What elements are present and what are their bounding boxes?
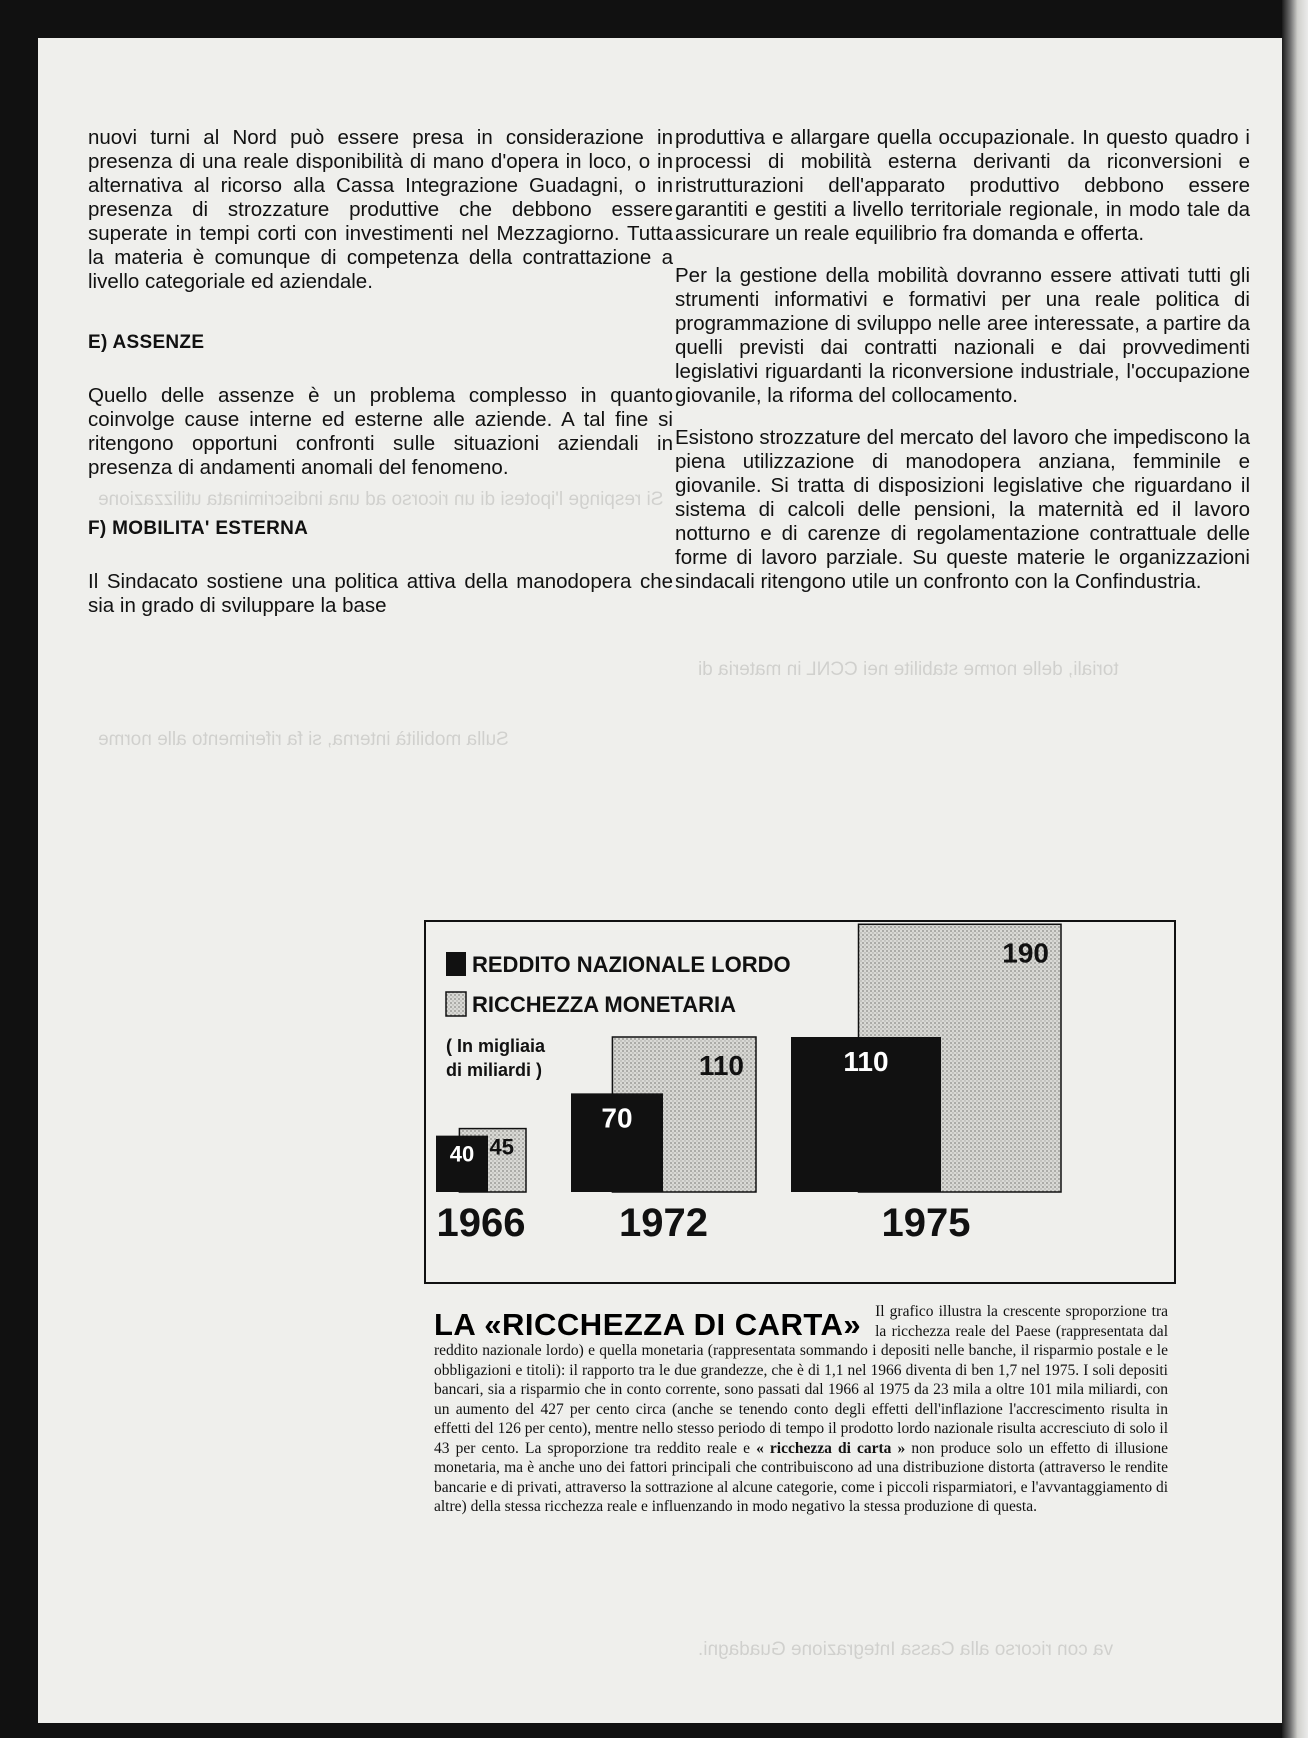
adjacent-page-edge (1282, 0, 1308, 1738)
right-paragraph-2: Per la gestione della mobilità dovranno essere attivati tutti gli strumenti informativi e formativi per una reale politica di programmazione di sviluppo nelle aree interessate, a partire da quelli previsti dai contratti nazionali e dai provvedimenti legislativi riguardanti la riconversione industriale, l'occupazione giovanile, la riforma del collocamento. (675, 264, 1250, 407)
assenze-paragraph: Quello delle assenze è un problema complesso in quanto coinvolge cause interne ed esterne alle aziende. A tal fine si ritengono opportuni confronti sulle situazioni aziendali in presenza di andamenti anomali del fenomeno. (88, 384, 673, 479)
show-through-text: va con ricorso alla Cassa Integrazione Guadagni. (698, 1639, 1114, 1660)
label-reddito-1975: 110 (843, 1046, 889, 1077)
wealth-chart (424, 920, 1176, 1284)
label-ricchezza-1966: 45 (489, 1134, 514, 1160)
caption-title: LA «RICCHEZZA DI CARTA» (434, 1307, 862, 1342)
label-ricchezza-1972: 110 (698, 1050, 744, 1081)
show-through-text: Sulla mobilità interna, si fa riferimento alle norme (98, 729, 509, 750)
legend-unit-note-line1: ( In migliaia (446, 1036, 546, 1056)
right-column (675, 126, 1250, 612)
legend-unit-note-line2: di miliardi ) (446, 1060, 543, 1080)
caption-bold-phrase: « ricchezza di carta » (756, 1439, 906, 1457)
chart-caption (434, 1302, 1168, 1517)
mobilita-paragraph: Il Sindacato sostiene una politica attiva della manodopera che sia in grado di sviluppare la base (88, 570, 673, 617)
year-label-1972: 1972 (619, 1201, 708, 1245)
caption-text-part1: Il grafico illustra la crescente sproporzione tra la ricchezza reale del Paese (rappresentata dal reddito nazionale lordo) e quella monetaria (rappresentata sommando i depositi nelle banche, il risparmio postale e le obbligazioni e titoli): il rapporto tra le due grandezze, che è di 1,1 nel 1966 diventa di ben 1,7 nel 1975. I soli depositi bancari, sia a risparmio che in conto corrente, sono passati dal 1966 al 1975 da 23 mila a oltre 101 mila miliardi, con un aumento del 427 per cento circa (anche se tenendo conto degli effetti dell'inflazione l'accrescimento risulta in effetti del 126 per cento), mentre nello stesso periodo di tempo il prodotto lordo nazionale risulta accresciuto di solo il 43 per cento. La sproporzione tra reddito reale e (434, 1303, 1168, 1457)
caption-text-part2: non produce solo un effetto di illusione monetaria, ma è anche uno dei fattori principali che contribuiscono ad una distribuzione distorta (attraverso le rendite bancarie e di privati, attraverso la sottrazione al alcune categorie, come i piccoli risparmiatori, e l'avvantaggiamento di altre) della stessa ricchezza reale e influenzando in modo negativo la stessa produzione di questa. (434, 1439, 1168, 1515)
show-through-text: toriali, delle norme stabilite nei CCNL in materia di (698, 659, 1119, 680)
label-ricchezza-1975: 190 (1002, 937, 1049, 969)
legend-label-reddito: REDDITO NAZIONALE LORDO (472, 952, 791, 977)
section-heading-assenze: E) ASSENZE (88, 332, 205, 353)
right-paragraph-3: Esistono strozzature del mercato del lavoro che impediscono la piena utilizzazione di manodopera anziana, femminile e giovanile. Si tratta di disposizioni legislative che riguardano il sistema di calcoli delle pensioni, la maternità ed il lavoro notturno e di carenze di regolamentazione contrattuale delle forme di lavoro parziale. Su queste materie le organizzazioni sindacali ritengono utile un confronto con la Confindustria. (675, 426, 1250, 593)
legend-swatch-reddito (446, 952, 466, 976)
label-reddito-1972: 70 (601, 1102, 633, 1134)
label-reddito-1966: 40 (449, 1141, 475, 1167)
left-column (88, 126, 673, 636)
right-paragraph-1: produttiva e allargare quella occupazionale. In questo quadro i processi di mobilità esterna derivanti da riconversioni e ristrutturazioni dell'apparato produttivo debbono essere garantiti e gestiti a livello territoriale regionale, in modo tale da assicurare un reale equilibrio fra domanda e offerta. (675, 126, 1250, 245)
intro-paragraph: nuovi turni al Nord può essere presa in considerazione in presenza di una reale disponibilità di mano d'opera in loco, o in alternativa al ricorso alla Cassa Integrazione Guadagni, o in presenza di strozzature produttive che debbono essere superate in tempi corti con investimenti nel Mezzagiorno. Tutta la materia è comunque di competenza della contrattazione a livello categoriale ed aziendale. (88, 126, 673, 293)
legend-label-ricchezza: RICCHEZZA MONETARIA (472, 992, 736, 1017)
year-label-1975: 1975 (881, 1201, 971, 1245)
year-label-1966: 1966 (436, 1201, 526, 1245)
legend-swatch-ricchezza (446, 992, 466, 1016)
section-heading-mobilita: F) MOBILITA' ESTERNA (88, 518, 309, 539)
show-through-text: Si respinge l'ipotesi di un ricorso ad una indiscriminata utilizzazione (98, 489, 664, 510)
chart-svg (426, 922, 1174, 1282)
